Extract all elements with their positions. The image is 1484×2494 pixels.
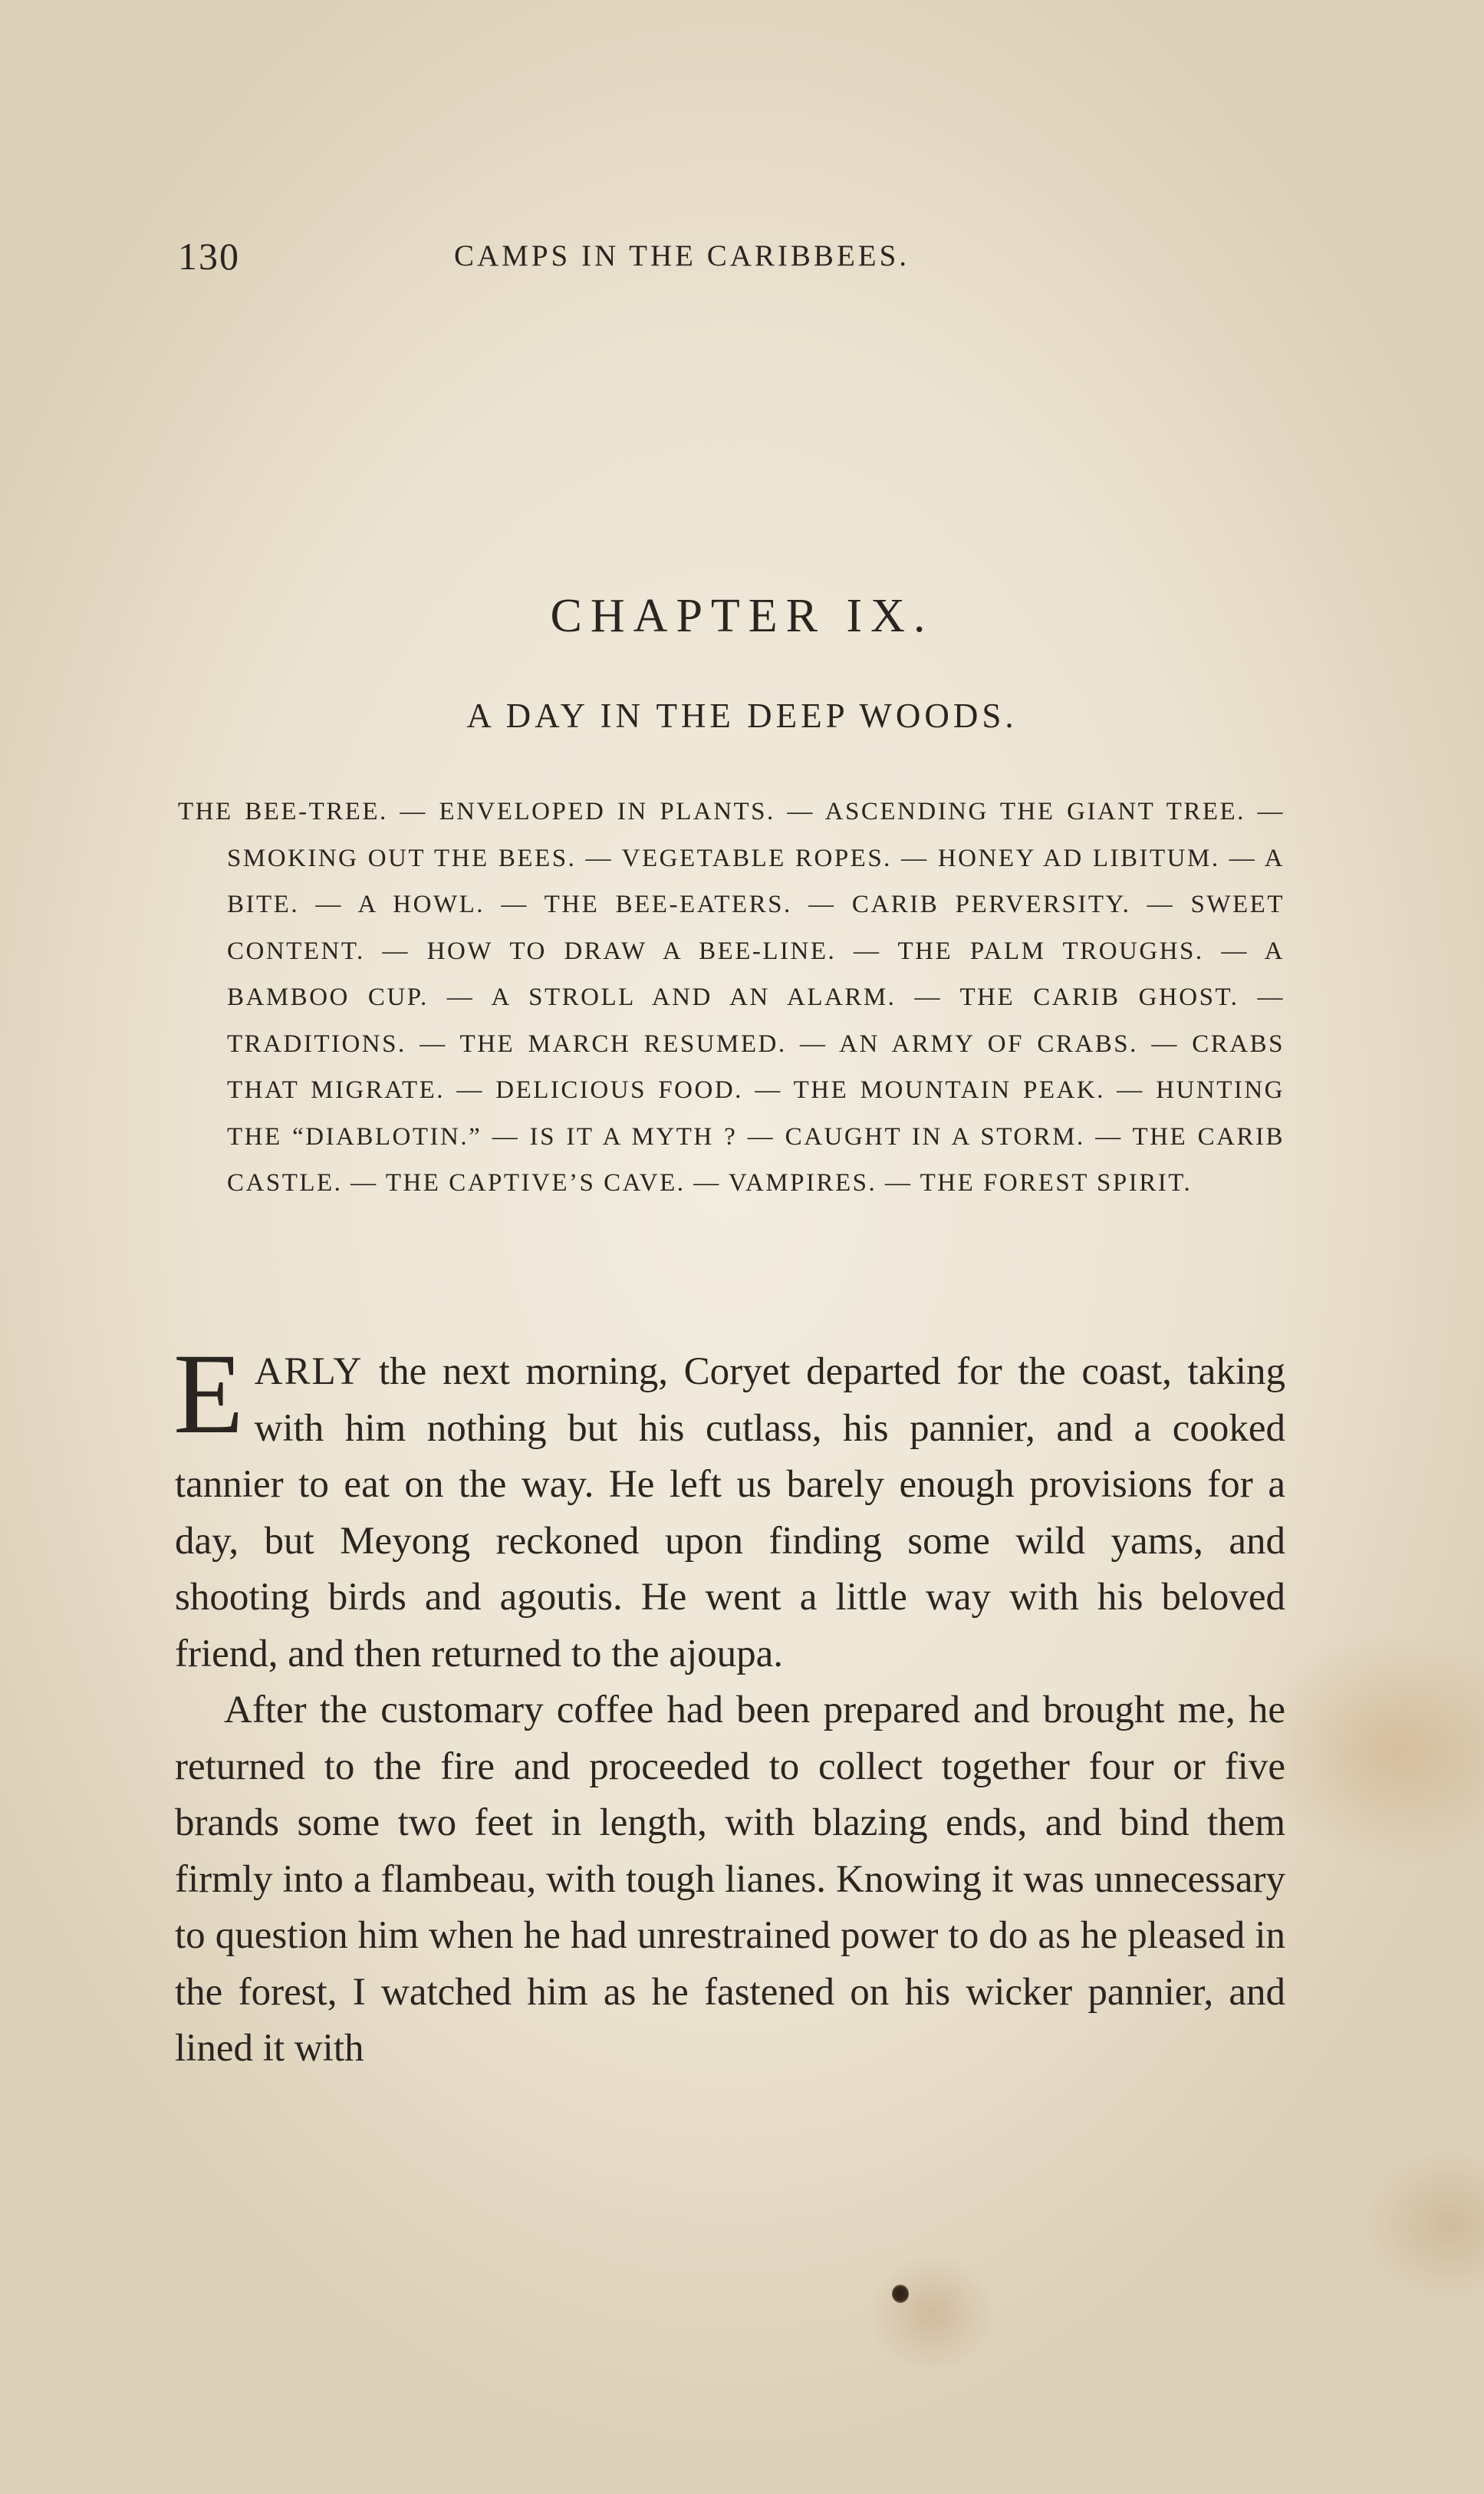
paragraph-1: [173, 1330, 1285, 1682]
ink-spot: [892, 2285, 909, 2303]
chapter-subtitle: A DAY IN THE DEEP WOODS.: [466, 697, 1018, 735]
paragraph-1-text: the next morning, Coryet departed for the coast, taking with him nothing but his cutlass, his pannier, and a cooked tannier to eat on the way. He left us barely enough provisions for a day, but Meyong reckoned upon finding some wild yams, and shooting birds and agoutis. He went a little way with his beloved friend, and then returned to the ajoupa.: [175, 1350, 1285, 1675]
running-head: [178, 234, 1014, 280]
chapter-synopsis: [178, 789, 1285, 1207]
body-text: [173, 1330, 1285, 2077]
drop-cap: E: [173, 1330, 244, 1458]
paragraph-2: After the customary coffee had been prepared and brought me, he returned to the fire and proceeded to collect together four or five brands some two feet in length, with blazing ends, and bind them firmly into a flambeau, with tough lianes. Knowing it was unnecessary to question him when he had unrestrained power to do as he pleased in the forest, I watched him as he fastened on his wicker pannier, and lined it with: [175, 1688, 1285, 2070]
page-number: 130: [178, 235, 240, 278]
chapter-title: CHAPTER IX.: [550, 590, 934, 642]
running-title: CAMPS IN THE CARIBBEES.: [454, 239, 910, 272]
first-word-rest: ARLY: [254, 1350, 364, 1393]
chapter-synopsis-text: THE BEE-TREE. — ENVELOPED IN PLANTS. — ASCENDING THE GIANT TREE. — SMOKING OUT THE BEES. — VEGETABLE ROPES. — HONEY AD LIBITUM. — A BITE. — A HOWL. — THE BEE-EATERS. — CARIB PERVERSITY. — SWEET CONTENT. — HOW TO DRAW A BEE-LINE. — THE PALM TROUGHS. — A BAMBOO CUP. — A STROLL AND AN ALARM. — THE CARIB GHOST. — TRADITIONS. — THE MARCH RESUMED. — AN ARMY OF CRABS. — CRABS THAT MIGRATE. — DELICIOUS FOOD. — THE MOUNTAIN PEAK. — HUNTING THE “DIABLOTIN.” — IS IT A MYTH ? — CAUGHT IN A STORM. — THE CARIB CASTLE. — THE CAPTIVE’S CAVE. — VAMPIRES. — THE FOREST SPIRIT.: [178, 798, 1285, 1197]
